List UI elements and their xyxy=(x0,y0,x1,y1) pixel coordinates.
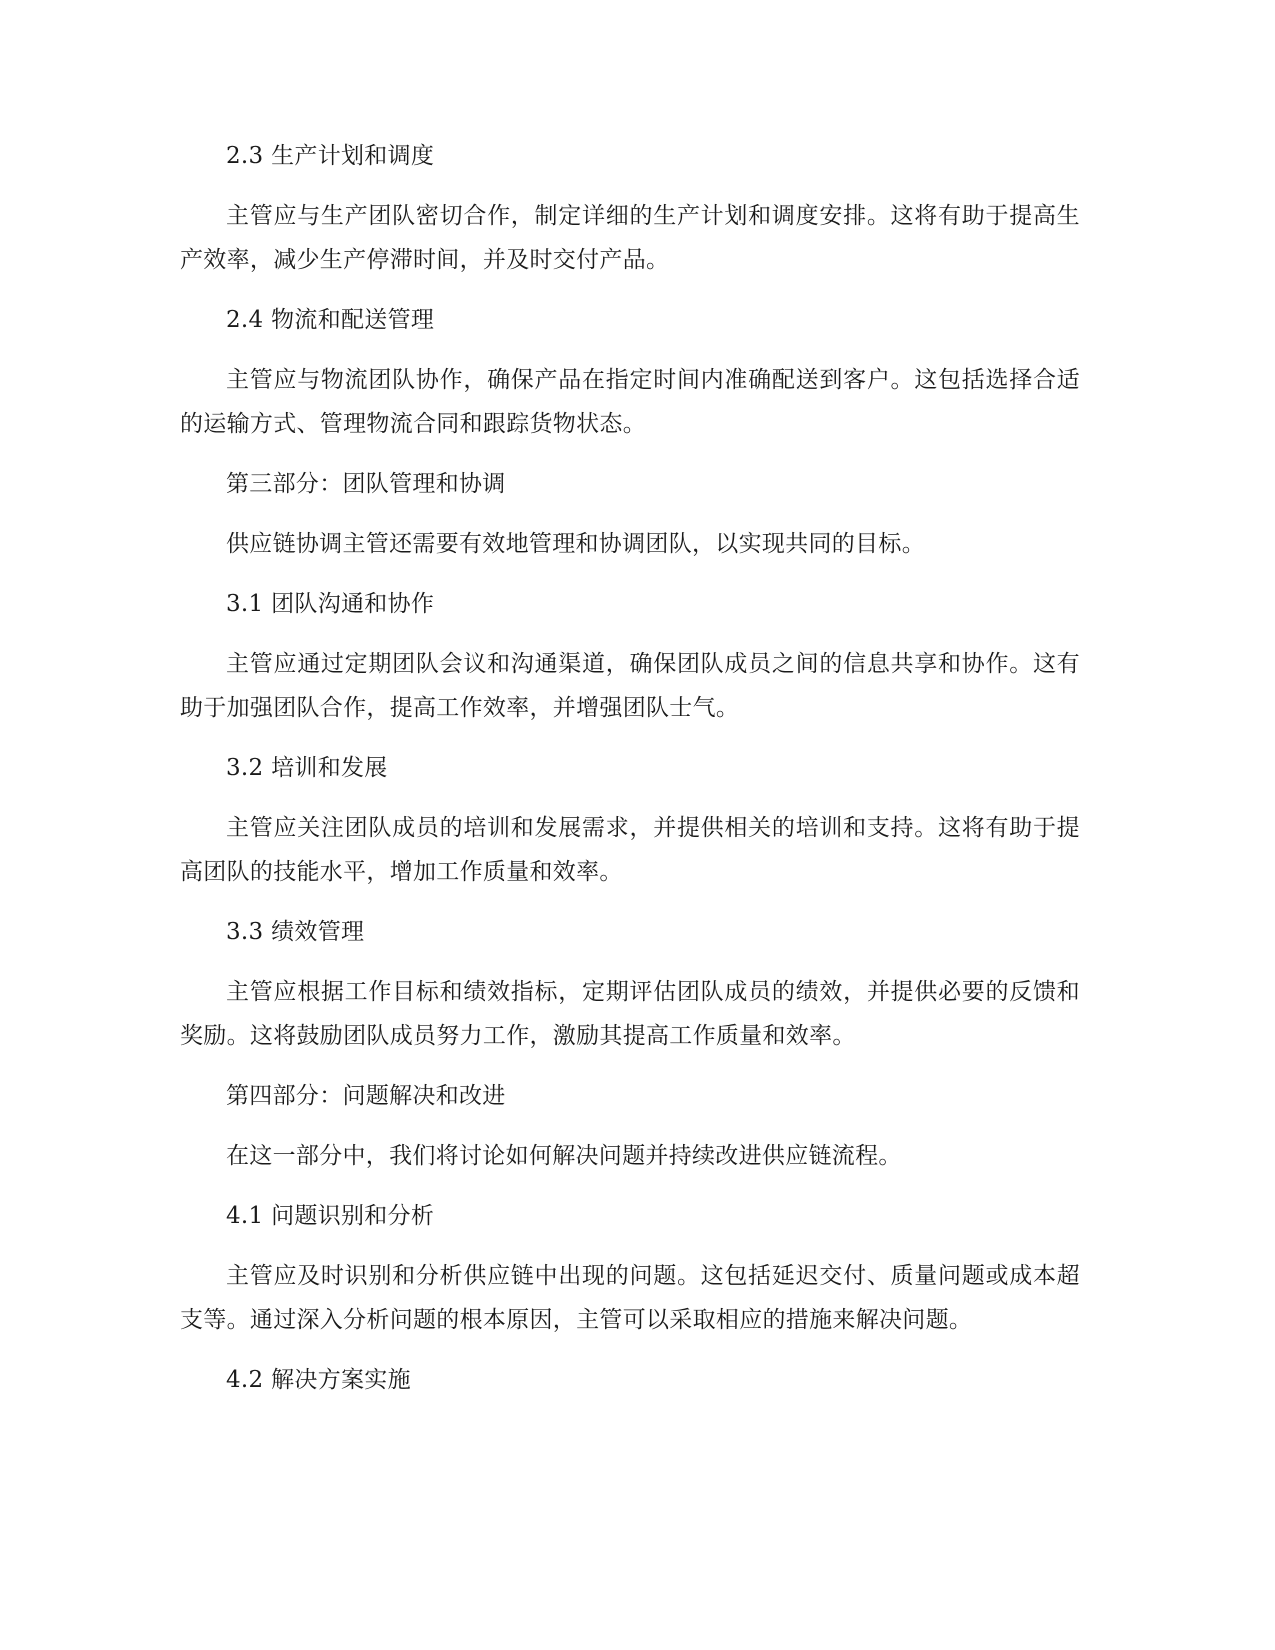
part-heading-4: 第四部分：问题解决和改进 xyxy=(226,1083,506,1109)
part-heading-3: 第三部分：团队管理和协调 xyxy=(226,471,506,497)
section-heading-2-3: 2.3 生产计划和调度 xyxy=(226,143,435,169)
body-paragraph: 在这一部分中，我们将讨论如何解决问题并持续改进供应链流程。 xyxy=(226,1143,902,1169)
section-heading-3-3: 3.3 绩效管理 xyxy=(226,919,365,945)
section-heading-3-2: 3.2 培训和发展 xyxy=(226,755,388,781)
section-heading-2-4: 2.4 物流和配送管理 xyxy=(226,307,435,333)
body-paragraph: 主管应与物流团队协作，确保产品在指定时间内准确配送到客户。这包括选择合适的运输方式、管理物流合同和跟踪货物状态。 xyxy=(180,367,1080,437)
section-heading-4-2: 4.2 解决方案实施 xyxy=(226,1367,411,1393)
section-heading-4-1: 4.1 问题识别和分析 xyxy=(226,1203,435,1229)
body-paragraph: 主管应及时识别和分析供应链中出现的问题。这包括延迟交付、质量问题或成本超支等。通过深入分析问题的根本原因，主管可以采取相应的措施来解决问题。 xyxy=(180,1263,1080,1333)
body-paragraph: 主管应根据工作目标和绩效指标，定期评估团队成员的绩效，并提供必要的反馈和奖励。这将鼓励团队成员努力工作，激励其提高工作质量和效率。 xyxy=(180,979,1080,1049)
section-heading-3-1: 3.1 团队沟通和协作 xyxy=(226,591,435,617)
body-paragraph: 主管应通过定期团队会议和沟通渠道，确保团队成员之间的信息共享和协作。这有助于加强团队合作，提高工作效率，并增强团队士气。 xyxy=(180,651,1080,721)
document-page xyxy=(180,134,1080,1418)
body-paragraph: 主管应与生产团队密切合作，制定详细的生产计划和调度安排。这将有助于提高生产效率，减少生产停滞时间，并及时交付产品。 xyxy=(180,203,1080,273)
body-paragraph: 供应链协调主管还需要有效地管理和协调团队，以实现共同的目标。 xyxy=(226,531,925,557)
body-paragraph: 主管应关注团队成员的培训和发展需求，并提供相关的培训和支持。这将有助于提高团队的技能水平，增加工作质量和效率。 xyxy=(180,815,1080,885)
